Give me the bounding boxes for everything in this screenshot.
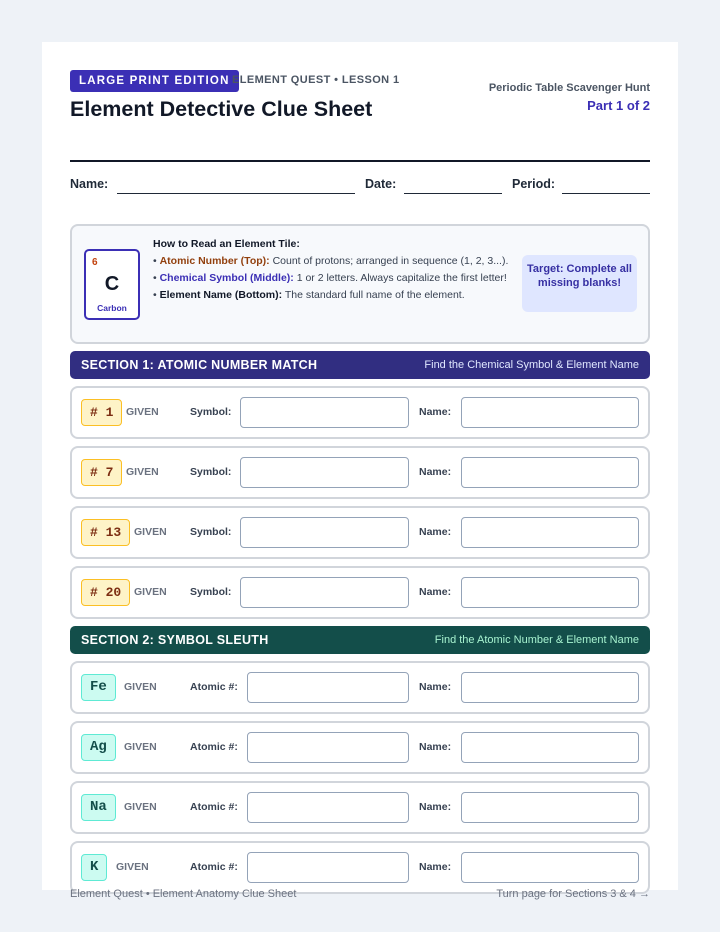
lesson-label: ELEMENT QUEST • LESSON 1 bbox=[232, 74, 400, 86]
given-atomic-number: # 1 bbox=[81, 399, 122, 426]
legend-item: • Atomic Number (Top): Count of protons; arranged in sequence (1, 2, 3...). bbox=[153, 255, 509, 267]
given-symbol: Fe bbox=[81, 674, 116, 701]
atomic-number-input[interactable] bbox=[247, 852, 409, 883]
legend-key: Element Name (Bottom): bbox=[159, 289, 283, 301]
name-input[interactable] bbox=[461, 732, 639, 763]
given-label: GIVEN bbox=[124, 741, 157, 753]
given-atomic-number: # 20 bbox=[81, 579, 130, 606]
section-title: SECTION 2: SYMBOL SLEUTH bbox=[81, 633, 269, 647]
tile-atomic-number: 6 bbox=[92, 257, 98, 268]
table-row bbox=[70, 781, 650, 834]
given-label: GIVEN bbox=[124, 681, 157, 693]
student-info-line bbox=[70, 162, 650, 208]
name-label: Name: bbox=[419, 406, 452, 418]
given-label: GIVEN bbox=[126, 466, 159, 478]
table-row bbox=[70, 506, 650, 559]
footer-next-page: Turn page for Sections 3 & 4 → bbox=[496, 888, 650, 900]
given-symbol: Ag bbox=[81, 734, 116, 761]
name-label: Name: bbox=[419, 861, 452, 873]
element-tile-legend bbox=[70, 224, 650, 344]
symbol-label: Symbol: bbox=[190, 406, 232, 418]
legend-desc: The standard full name of the element. bbox=[284, 289, 465, 301]
name-input[interactable] bbox=[461, 792, 639, 823]
name-input[interactable] bbox=[461, 852, 639, 883]
worksheet-content bbox=[70, 70, 650, 900]
atomic-number-input[interactable] bbox=[247, 672, 409, 703]
given-label: GIVEN bbox=[134, 526, 167, 538]
activity-subtitle: Periodic Table Scavenger Hunt bbox=[488, 82, 650, 94]
given-label: GIVEN bbox=[126, 406, 159, 418]
legend-text bbox=[153, 237, 513, 305]
symbol-input[interactable] bbox=[240, 517, 409, 548]
section-1-header bbox=[70, 351, 650, 379]
atomic-number-label: Atomic #: bbox=[190, 741, 238, 753]
given-label: GIVEN bbox=[124, 801, 157, 813]
edition-badge: LARGE PRINT EDITION bbox=[70, 70, 239, 92]
name-label: Name: bbox=[70, 177, 109, 191]
name-input[interactable] bbox=[461, 672, 639, 703]
atomic-number-label: Atomic #: bbox=[190, 861, 238, 873]
name-label: Name: bbox=[419, 526, 452, 538]
name-label: Name: bbox=[419, 741, 452, 753]
symbol-label: Symbol: bbox=[190, 526, 232, 538]
given-atomic-number: # 7 bbox=[81, 459, 122, 486]
name-label: Name: bbox=[419, 466, 452, 478]
section-subtitle: Find the Atomic Number & Element Name bbox=[434, 634, 639, 646]
table-row bbox=[70, 446, 650, 499]
legend-item: • Element Name (Bottom): The standard full name of the element. bbox=[153, 289, 465, 301]
given-symbol: Na bbox=[81, 794, 116, 821]
name-label: Name: bbox=[419, 586, 452, 598]
symbol-input[interactable] bbox=[240, 457, 409, 488]
legend-desc: Count of protons; arranged in sequence (1, 2, 3...). bbox=[272, 255, 509, 267]
legend-item: • Chemical Symbol (Middle): 1 or 2 letters. Always capitalize the first letter! bbox=[153, 272, 507, 284]
tile-element-name: Carbon bbox=[97, 303, 127, 313]
symbol-label: Symbol: bbox=[190, 466, 232, 478]
section-title: SECTION 1: ATOMIC NUMBER MATCH bbox=[81, 358, 318, 372]
period-field[interactable] bbox=[562, 193, 650, 194]
symbol-input[interactable] bbox=[240, 397, 409, 428]
table-row bbox=[70, 386, 650, 439]
atomic-number-input[interactable] bbox=[247, 792, 409, 823]
given-symbol: K bbox=[81, 854, 107, 881]
name-label: Name: bbox=[419, 801, 452, 813]
part-indicator: Part 1 of 2 bbox=[587, 98, 650, 113]
worksheet-page bbox=[42, 42, 678, 900]
legend-key: Atomic Number (Top): bbox=[159, 255, 270, 267]
table-row bbox=[70, 661, 650, 714]
section-subtitle: Find the Chemical Symbol & Element Name bbox=[424, 359, 639, 371]
date-label: Date: bbox=[365, 177, 397, 191]
date-field[interactable] bbox=[404, 193, 502, 194]
example-element-tile bbox=[84, 249, 140, 320]
symbol-input[interactable] bbox=[240, 577, 409, 608]
atomic-number-input[interactable] bbox=[247, 732, 409, 763]
legend-key: Chemical Symbol (Middle): bbox=[159, 272, 294, 284]
given-atomic-number: # 13 bbox=[81, 519, 130, 546]
name-input[interactable] bbox=[461, 577, 639, 608]
symbol-label: Symbol: bbox=[190, 586, 232, 598]
name-label: Name: bbox=[419, 681, 452, 693]
name-input[interactable] bbox=[461, 517, 639, 548]
header bbox=[70, 70, 650, 162]
name-field[interactable] bbox=[117, 193, 355, 194]
period-label: Period: bbox=[512, 177, 556, 191]
tile-symbol: C bbox=[104, 273, 120, 295]
name-input[interactable] bbox=[461, 457, 639, 488]
atomic-number-label: Atomic #: bbox=[190, 681, 238, 693]
atomic-number-label: Atomic #: bbox=[190, 801, 238, 813]
legend-heading: How to Read an Element Tile: bbox=[153, 238, 300, 250]
legend-desc: 1 or 2 letters. Always capitalize the first letter! bbox=[296, 272, 507, 284]
given-label: GIVEN bbox=[116, 861, 149, 873]
footer bbox=[70, 888, 650, 900]
table-row bbox=[70, 566, 650, 619]
table-row bbox=[70, 841, 650, 894]
name-input[interactable] bbox=[461, 397, 639, 428]
table-row bbox=[70, 721, 650, 774]
footer-left: Element Quest • Element Anatomy Clue Sheet bbox=[70, 888, 297, 900]
given-label: GIVEN bbox=[134, 586, 167, 598]
page-title: Element Detective Clue Sheet bbox=[70, 97, 373, 121]
section-2-header bbox=[70, 626, 650, 654]
target-callout: Target: Complete all missing blanks! bbox=[522, 255, 637, 312]
